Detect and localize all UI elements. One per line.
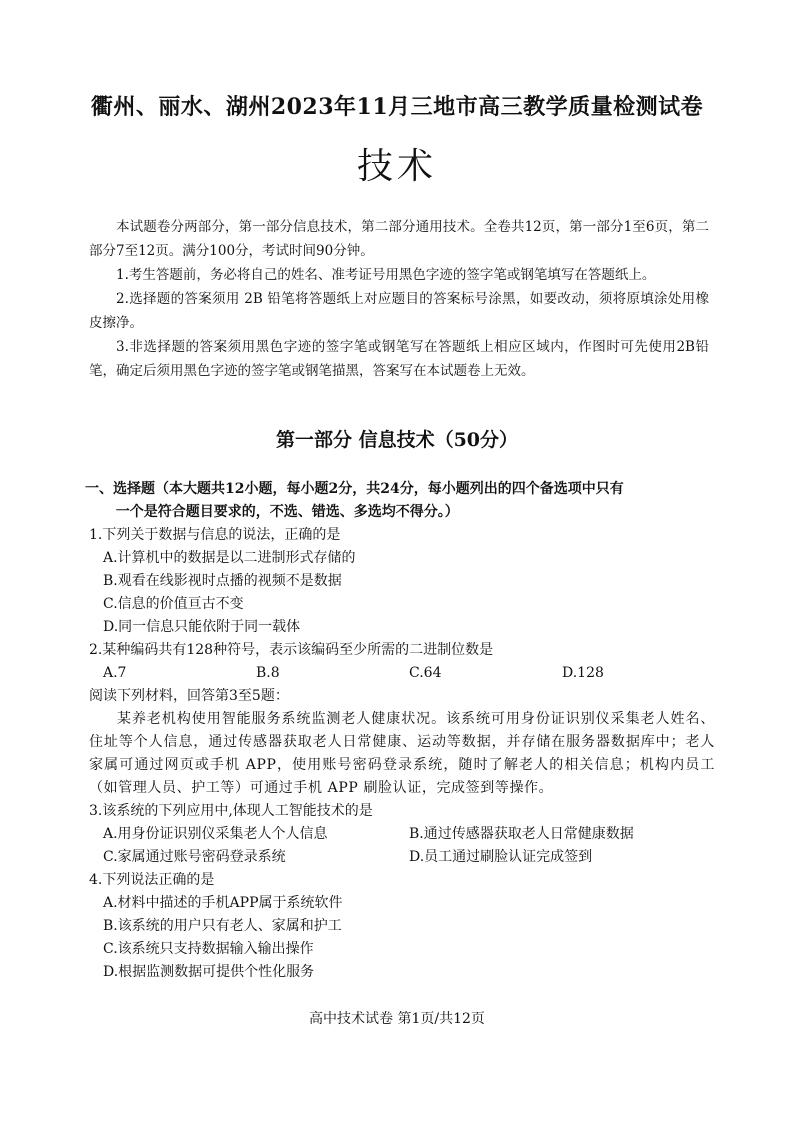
question-2 [89,639,715,685]
option-b: B.观看在线影视时点播的视频不是数据 [103,573,342,589]
option-c: C.该系统只支持数据输入输出操作 [103,941,314,957]
instruction-item-1: 1.考生答题前，务必将自己的姓名、准考证号用黑色字迹的签字笔或钢笔填写在答题纸上。 [116,267,656,283]
option-row [89,662,715,685]
question-1 [89,524,715,639]
question-stem: 3.该系统的下列应用中,体现人工智能技术的是 [89,803,373,819]
option-d: D.128 [562,665,604,681]
option-a: A.计算机中的数据是以二进制形式存储的 [103,550,356,566]
question-3 [89,800,715,869]
option-c: C.家属通过账号密码登录系统 [103,849,286,865]
option-b: B.通过传感器获取老人日常健康数据 [409,826,634,842]
option-b: B.该系统的用户只有老人、家属和护工 [103,918,342,934]
option-row [89,846,715,869]
reading-material [89,685,715,800]
option-a: A.7 [103,665,127,681]
option-d: D.同一信息只能依附于同一载体 [103,619,301,635]
option-d: D.根据监测数据可提供个性化服务 [103,964,315,980]
part-one-header [85,478,715,524]
option-a: A.材料中描述的手机APP属于系统软件 [103,895,343,911]
question-stem: 1.下列关于数据与信息的说法，正确的是 [89,527,341,543]
part-header-line-1: 一、选择题（本大题共12小题，每小题2分，共24分，每小题列出的四个备选项中只有 [85,481,624,497]
option-d: D.员工通过刷脸认证完成签到 [409,849,593,865]
exam-title: 衢州、丽水、湖州2023年11月三地市高三教学质量检测试卷 [90,94,704,120]
part-header-line-2: 一个是符合题目要求的，不选、错选、多选均不得分。） [115,504,459,520]
option-c: C.信息的价值亘古不变 [103,596,244,612]
option-a: A.用身份证识别仪采集老人个人信息 [103,826,328,842]
question-list [85,478,715,984]
exam-instructions [89,215,709,383]
option-row [89,823,715,846]
reading-intro: 阅读下列材料，回答第3至5题： [89,688,289,704]
subject-title: 技术 [356,146,437,187]
question-4 [89,869,715,984]
instructions-intro: 本试题卷分两部分，第一部分信息技术，第二部分通用技术。全卷共12页，第一部分1至6页，第二部分7至12页。满分100分，考试时间90分钟。 [89,219,709,259]
material-text: 某养老机构使用智能服务系统监测老人健康状况。该系统可用身份证识别仪采集老人姓名、住址等个人信息，通过传感器获取老人日常健康、运动等数据，并存储在服务器数据库中；老人家属可通过网页或手机 APP，使用账号密码登录系统，随时了解老人的相关信息；机构内员工（如管理人员、护工等）可通过手机 APP 刷脸认证，完成签到等操作。 [89,711,715,796]
section-heading: 第一部分 信息技术（50分） [275,429,519,451]
question-stem: 2.某种编码共有128种符号，表示该编码至少所需的二进制位数是 [89,642,494,658]
instruction-item-3: 3.非选择题的答案须用黑色字迹的签字笔或钢笔写在答题纸上相应区域内，作图时可先使用2B铅笔，确定后须用黑色字迹的签字笔或钢笔描黑，答案写在本试题卷上无效。 [89,339,709,379]
option-b: B.8 [256,665,280,681]
instruction-item-2: 2.选择题的答案须用 2B 铅笔将答题纸上对应题目的答案标号涂黑，如要改动，须将原填涂处用橡皮擦净。 [89,291,709,331]
page-footer: 高中技术试卷 第1页/共12页 [309,1011,485,1027]
option-c: C.64 [409,665,442,681]
question-stem: 4.下列说法正确的是 [89,872,215,888]
